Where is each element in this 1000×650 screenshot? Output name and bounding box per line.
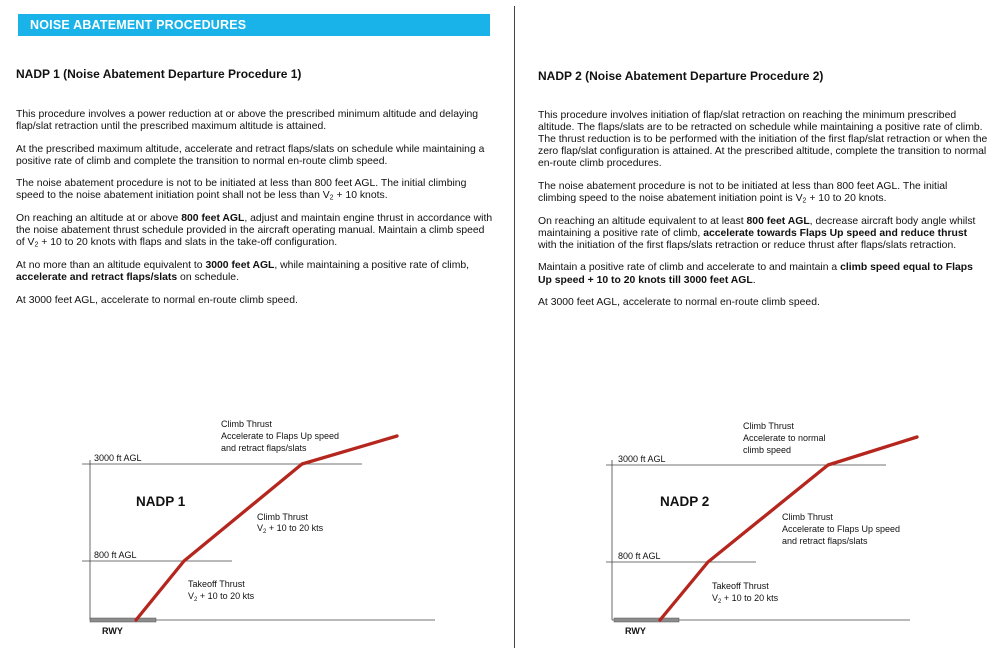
nadp2-text bbox=[538, 110, 988, 320]
runway-label: RWY bbox=[102, 626, 123, 636]
nadp1-diagram bbox=[70, 410, 450, 645]
banner-title: NOISE ABATEMENT PROCEDURES bbox=[30, 18, 247, 32]
nadp1-paragraph-6: At 3000 feet AGL, accelerate to normal en-route climb speed. bbox=[16, 294, 298, 306]
nadp1-paragraph-1: This procedure involves a power reduction at or above the prescribed minimum altitude and delaying flap/slat retraction until the prescribed maximum altitude is attained. bbox=[16, 109, 479, 133]
section-banner bbox=[18, 14, 490, 36]
nadp1-paragraph-5: At no more than an altitude equivalent to 3000 feet AGL, while maintaining a positive rate of climb, accelerate and retract flaps/slats on schedule. bbox=[16, 259, 470, 283]
nadp1-paragraph-2: At the prescribed maximum altitude, accelerate and retract flaps/slats on schedule while maintaining a positive rate of climb and complete the transition to normal en-route climb speed. bbox=[16, 143, 485, 167]
diagram-label: NADP 1 bbox=[136, 494, 186, 509]
runway bbox=[90, 618, 156, 622]
nadp2-heading: NADP 2 (Noise Abatement Departure Procedure 2) bbox=[538, 69, 824, 83]
seg1-line1: Takeoff Thrust bbox=[712, 581, 769, 591]
seg2-line2: Accelerate to Flaps Up speed bbox=[782, 524, 901, 534]
seg1-line2: $V_2 + 10$ to 20 kts bbox=[712, 593, 779, 605]
alt-high-label: 3000 ft AGL bbox=[94, 453, 142, 463]
seg3-line3: and retract flaps/slats bbox=[221, 443, 307, 453]
nadp1-heading: NADP 1 (Noise Abatement Departure Procedure 1) bbox=[16, 67, 302, 81]
nadp1-paragraph-4: On reaching an altitude at or above 800 feet AGL, adjust and maintain engine thrust in accordance with the noise abatement thrust schedule provided in the aircraft operating manual. Maintain a climb speed of $V_2 + 10$ to 20 knots with flaps and slats in the take-off configuration. bbox=[16, 213, 493, 249]
alt-low-label: 800 ft AGL bbox=[618, 551, 661, 561]
seg2-line2: $V_2 + 10$ to 20 kts bbox=[257, 523, 324, 535]
runway bbox=[614, 618, 679, 622]
runway-label: RWY bbox=[625, 626, 646, 636]
diagram-label: NADP 2 bbox=[660, 494, 710, 509]
nadp2-paragraph-2: The noise abatement procedure is not to be initiated at less than 800 feet AGL. The initial climbing speed to the noise abatement initiation point is $V_2 + 10$ to 20 knots. bbox=[538, 180, 948, 205]
seg1-line2: $V_2 + 10$ to 20 kts bbox=[188, 591, 255, 603]
seg3-line3: climb speed bbox=[743, 445, 792, 455]
seg2-line3: and retract flaps/slats bbox=[782, 536, 868, 546]
seg1-line1: Takeoff Thrust bbox=[188, 579, 245, 589]
alt-high-label: 3000 ft AGL bbox=[618, 454, 666, 464]
seg3-line1: Climb Thrust bbox=[221, 419, 272, 429]
nadp2-paragraph-5: At 3000 feet AGL, accelerate to normal en-route climb speed. bbox=[538, 297, 820, 309]
seg3-line2: Accelerate to normal bbox=[743, 433, 826, 443]
nadp1-text bbox=[16, 109, 494, 317]
seg3-line2: Accelerate to Flaps Up speed bbox=[221, 431, 340, 441]
column-divider bbox=[514, 6, 515, 648]
seg3-line1: Climb Thrust bbox=[743, 421, 794, 431]
nadp2-paragraph-1: This procedure involves initiation of flap/slat retraction on reaching the minimum prescribed altitude. The flaps/slats are to be retracted on schedule while maintaining a positive rate of climb. The thrust reduction is to be performed with the initiation of the first flap/slat retraction or when the zero flap/slat configuration is attained. At the prescribed altitude, complete the transition to normal en-route climb procedures. bbox=[538, 110, 988, 170]
nadp2-diagram bbox=[590, 410, 970, 645]
nadp1-paragraph-3: The noise abatement procedure is not to be initiated at less than 800 feet AGL. The initial climbing speed to the noise abatement initiation point shall not be less than $V_2 + 10$ knots. bbox=[16, 178, 467, 202]
nadp2-paragraph-4: Maintain a positive rate of climb and accelerate to and maintain a climb speed equal to Flaps Up speed + 10 to 20 knots till 3000 feet AGL. bbox=[538, 262, 973, 286]
seg2-line1: Climb Thrust bbox=[257, 512, 308, 522]
seg2-line1: Climb Thrust bbox=[782, 512, 833, 522]
alt-low-label: 800 ft AGL bbox=[94, 550, 137, 560]
nadp2-paragraph-3: On reaching an altitude equivalent to at least 800 feet AGL, decrease aircraft body angle whilst maintaining a positive rate of climb, accelerate towards Flaps Up speed and reduce thrust with the initiation of the first flaps/slats retraction or reduce thrust after flaps/slats retraction. bbox=[538, 215, 976, 251]
